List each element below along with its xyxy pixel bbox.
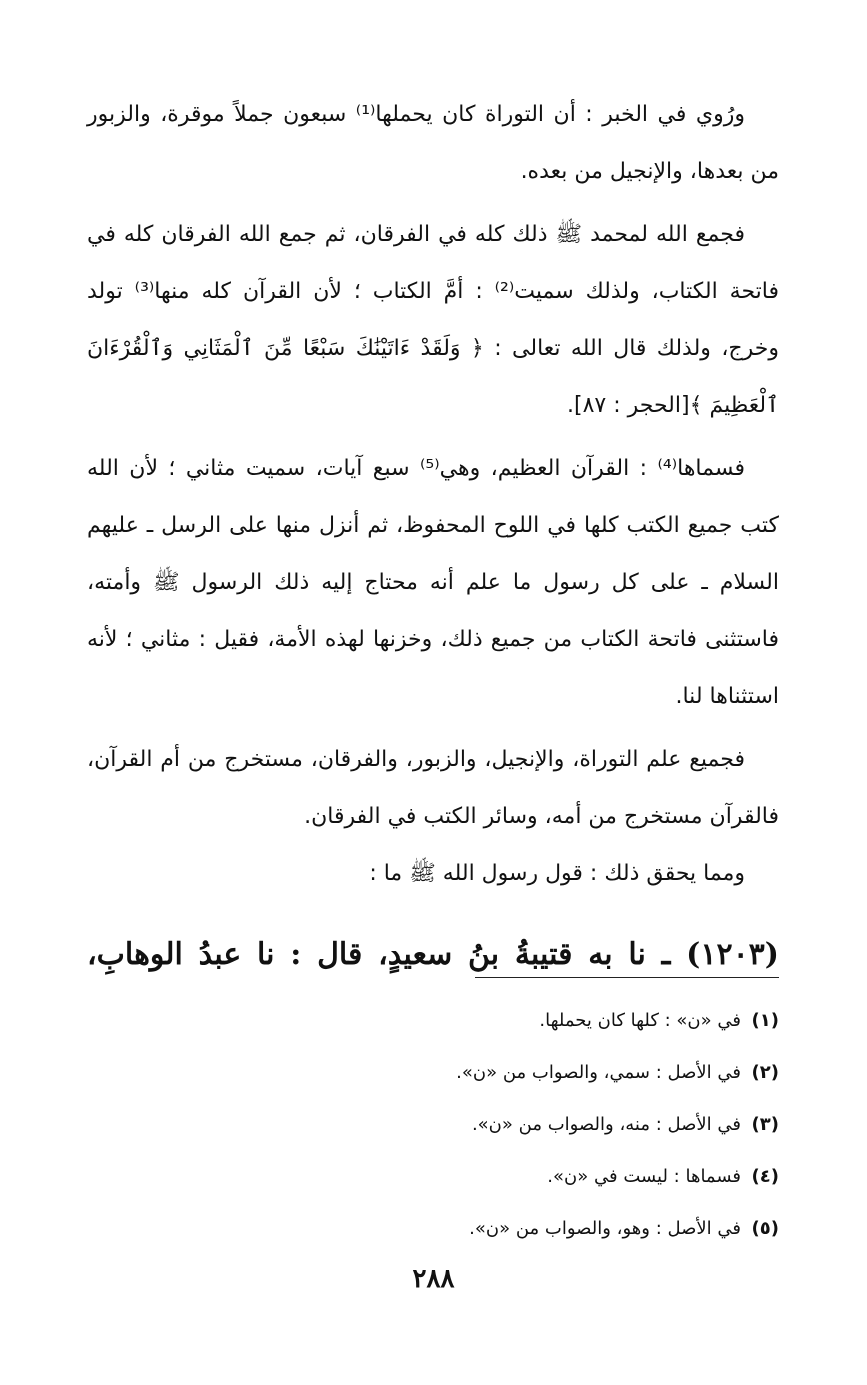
main-text — [87, 82, 779, 980]
footnote-divider — [475, 977, 779, 978]
hadith-heading: (١٢٠٣) ـ نا به قتيبةُ بنُ سعيدٍ، قال : نا عبدُ الوهابِ، — [87, 937, 779, 972]
paragraph-5: ومما يحقق ذلك : قول رسول الله ﷺ ما : — [369, 861, 745, 886]
footnote-item — [87, 995, 779, 1047]
footnote-text: فسماها : ليست في «ن». — [547, 1166, 741, 1187]
footnote-number: (٥) — [751, 1218, 779, 1239]
footnote-item — [87, 1203, 779, 1255]
footnote-number: (٤) — [751, 1166, 779, 1187]
footnote-item — [87, 1151, 779, 1203]
footnote-text: في الأصل : سمي، والصواب من «ن». — [456, 1062, 741, 1083]
footnotes-list — [87, 995, 779, 1255]
footnote-text: في الأصل : منه، والصواب من «ن». — [471, 1114, 741, 1135]
paragraph-4: فجميع علم التوراة، والإنجيل، والزبور، والفرقان، مستخرج من أم القرآن، فالقرآن مستخرج من أمه، وسائر الكتب في الفرقان. — [87, 747, 779, 829]
paragraph-1: ورُوي في الخبر : أن التوراة كان يحملها⁽¹⁾ سبعون جملاً موقرة، والزبور من بعدها، والإنجيل من بعده. — [87, 102, 779, 184]
footnote-item — [87, 1047, 779, 1099]
footnote-number: (١) — [751, 1010, 779, 1031]
paragraph-3: فسماها⁽⁴⁾ : القرآن العظيم، وهي⁽⁵⁾ سبع آيات، سميت مثاني ؛ لأن الله كتب جميع الكتب كلها في اللوح المحفوظ، ثم أنزل منها على الرسل ـ عليهم السلام ـ على كل رسول ما علم أنه محتاج إليه ذلك الرسول ﷺ وأمته، فاستثنى فاتحة الكتاب من جميع ذلك، وخزنها لهذه الأمة، فقيل : مثاني ؛ لأنه استثناها لنا. — [87, 456, 779, 709]
page-number: ٢٨٨ — [412, 1264, 455, 1294]
footnote-text: في الأصل : وهو، والصواب من «ن». — [469, 1218, 741, 1239]
footnote-item — [87, 1099, 779, 1151]
paragraph-2: فجمع الله لمحمد ﷺ ذلك كله في الفرقان، ثم جمع الله الفرقان كله في فاتحة الكتاب، ولذلك سميت⁽²⁾ : أمَّ الكتاب ؛ لأن القرآن كله منها⁽³⁾ تولد وخرج، ولذلك قال الله تعالى : ﴿ وَلَقَدْ ءَاتَيْنَٰكَ سَبْعًا مِّنَ ٱلْمَثَانِي وَٱلْقُرْءَانَ ٱلْعَظِيمَ ﴾[الحجر : ٨٧]. — [87, 222, 779, 418]
footnote-number: (٣) — [751, 1114, 779, 1135]
footnote-text: في «ن» : كلها كان يحملها. — [539, 1010, 741, 1031]
footnote-number: (٢) — [751, 1062, 779, 1083]
